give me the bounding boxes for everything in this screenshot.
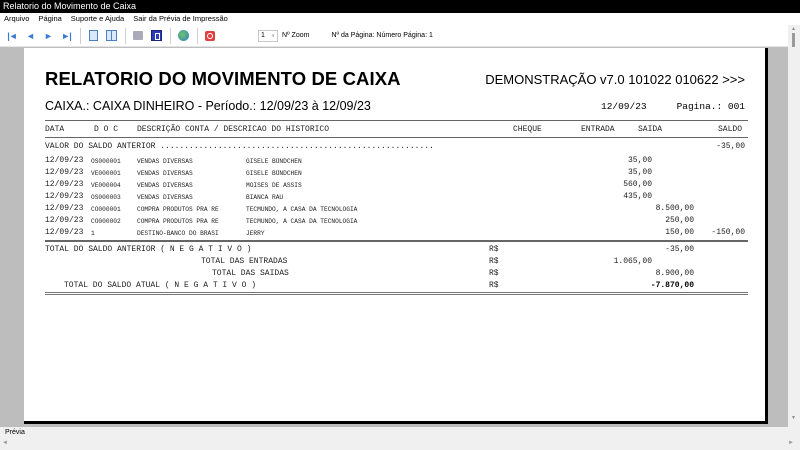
total-saldo-atual-value: -7.870,00 bbox=[650, 281, 694, 290]
demo-version: DEMONSTRAÇÃO v7.0 101022 010622 >>> bbox=[485, 72, 745, 87]
row-entrada: 35,00 bbox=[627, 168, 652, 177]
total-saldo-anterior-label: TOTAL DO SALDO ANTERIOR ( N E G A T I V O ) bbox=[45, 245, 252, 254]
row-doc: CO000001 bbox=[91, 206, 121, 213]
row-doc: CO000002 bbox=[91, 218, 121, 225]
print-button[interactable] bbox=[130, 28, 146, 44]
report-date: 12/09/23 bbox=[601, 101, 647, 112]
toolbar-separator bbox=[80, 28, 81, 44]
last-page-button[interactable] bbox=[58, 28, 74, 44]
row-conta: VENDAS DIVERSAS bbox=[137, 194, 193, 201]
row-saida: 150,00 bbox=[665, 228, 694, 237]
prev-page-icon: ◄ bbox=[26, 30, 34, 41]
toolbar-separator bbox=[170, 28, 171, 44]
printer-icon bbox=[133, 31, 143, 40]
divider bbox=[45, 120, 748, 121]
col-descricao: DESCRIÇÃO CONTA / DESCRICAO DO HISTORICO bbox=[137, 125, 330, 134]
report-page-number: Pagina.: 001 bbox=[676, 101, 745, 112]
row-conta: COMPRA PRODUTOS PRA RE bbox=[137, 218, 219, 225]
menu-sair-previa[interactable]: Sair da Prévia de Impressão bbox=[133, 14, 228, 23]
single-page-button[interactable] bbox=[85, 28, 101, 44]
row-conta: COMPRA PRODUTOS PRA RE bbox=[137, 206, 219, 213]
col-doc: D O C bbox=[94, 125, 119, 134]
double-divider bbox=[45, 292, 748, 295]
row-saldo: -150,00 bbox=[711, 228, 745, 237]
row-conta: VENDAS DIVERSAS bbox=[137, 170, 193, 177]
col-saida: SAIDA bbox=[638, 125, 663, 134]
export-button[interactable] bbox=[148, 28, 164, 44]
web-button[interactable] bbox=[175, 28, 191, 44]
total-currency: R$ bbox=[489, 281, 499, 290]
row-historico: JERRY bbox=[246, 230, 265, 237]
col-saldo: SALDO bbox=[718, 125, 743, 134]
row-historico: GISELE BÜNDCHEN bbox=[246, 170, 302, 177]
total-saidas-value: 8.900,00 bbox=[655, 269, 694, 278]
row-doc: OS000001 bbox=[91, 158, 121, 165]
toolbar-separator bbox=[197, 28, 198, 44]
menu-bar bbox=[0, 13, 800, 25]
total-currency: R$ bbox=[489, 257, 499, 266]
report-page bbox=[24, 48, 768, 424]
scroll-right-icon[interactable]: ► bbox=[788, 440, 794, 446]
saldo-anterior-value: -35,00 bbox=[716, 142, 745, 151]
row-entrada: 35,00 bbox=[627, 156, 652, 165]
row-historico: BIANCA RAU bbox=[246, 194, 284, 201]
row-date: 12/09/23 bbox=[45, 180, 84, 189]
total-entradas-label: TOTAL DAS ENTRADAS bbox=[201, 257, 288, 266]
row-doc: 1 bbox=[91, 230, 95, 237]
row-date: 12/09/23 bbox=[45, 168, 84, 177]
divider bbox=[45, 240, 748, 242]
menu-pagina[interactable]: Página bbox=[38, 14, 62, 23]
close-preview-button[interactable] bbox=[202, 28, 218, 44]
total-currency: R$ bbox=[489, 245, 499, 254]
single-page-icon bbox=[89, 30, 98, 41]
row-doc: VE000004 bbox=[91, 182, 121, 189]
row-date: 12/09/23 bbox=[45, 204, 84, 213]
next-page-button[interactable] bbox=[40, 28, 56, 44]
row-entrada: 435,00 bbox=[623, 192, 652, 201]
first-page-icon: |◄ bbox=[7, 30, 17, 41]
row-doc: OS000003 bbox=[91, 194, 121, 201]
scroll-down-icon[interactable]: ▼ bbox=[791, 415, 796, 421]
window-title-bar bbox=[0, 0, 800, 13]
caixa-period: CAIXA.: CAIXA DINHEIRO - Período.: 12/09/23 à 12/09/23 bbox=[45, 99, 371, 113]
row-conta: VENDAS DIVERSAS bbox=[137, 158, 193, 165]
status-text: Prévia bbox=[5, 429, 25, 436]
two-pages-button[interactable] bbox=[103, 28, 119, 44]
globe-icon bbox=[178, 30, 189, 41]
total-saidas-label: TOTAL DAS SAIDAS bbox=[212, 269, 289, 278]
menu-arquivo[interactable]: Arquivo bbox=[4, 14, 30, 23]
row-historico: MOISES DE ASSIS bbox=[246, 182, 302, 189]
scroll-left-icon[interactable]: ◄ bbox=[2, 440, 8, 446]
row-saida: 250,00 bbox=[665, 216, 694, 225]
preview-viewport[interactable] bbox=[0, 47, 788, 427]
total-saldo-atual-label: TOTAL DO SALDO ATUAL ( N E G A T I V O ) bbox=[64, 281, 257, 290]
scroll-thumb[interactable] bbox=[792, 33, 795, 47]
total-entradas-value: 1.065,00 bbox=[613, 257, 652, 266]
window-title: Relatorio do Movimento de Caixa bbox=[3, 1, 137, 11]
stop-icon bbox=[205, 31, 215, 41]
toolbar bbox=[0, 25, 800, 47]
first-page-button[interactable] bbox=[4, 28, 20, 44]
col-entrada: ENTRADA bbox=[581, 125, 615, 134]
row-date: 12/09/23 bbox=[45, 156, 84, 165]
row-historico: TECMUNDO, A CASA DA TECNOLOGIA bbox=[246, 218, 358, 225]
row-conta: VENDAS DIVERSAS bbox=[137, 182, 193, 189]
scroll-up-icon[interactable]: ▲ bbox=[791, 26, 796, 32]
total-saldo-anterior-value: -35,00 bbox=[665, 245, 694, 254]
zoom-label: Nº Zoom bbox=[282, 32, 310, 39]
row-doc: VE000001 bbox=[91, 170, 121, 177]
row-conta: DESTINO-BANCO DO BRASI bbox=[137, 230, 219, 237]
report-title: RELATORIO DO MOVIMENTO DE CAIXA bbox=[45, 68, 401, 89]
status-bar bbox=[0, 427, 800, 439]
divider bbox=[45, 137, 748, 138]
row-entrada: 560,00 bbox=[623, 180, 652, 189]
menu-suporte-ajuda[interactable]: Suporte e Ajuda bbox=[70, 14, 125, 23]
toolbar-separator bbox=[125, 28, 126, 44]
row-date: 12/09/23 bbox=[45, 216, 84, 225]
row-historico: TECMUNDO, A CASA DA TECNOLOGIA bbox=[246, 206, 358, 213]
zoom-select[interactable] bbox=[258, 30, 278, 42]
row-date: 12/09/23 bbox=[45, 228, 84, 237]
row-historico: GISELE BÜNDCHEN bbox=[246, 158, 302, 165]
row-date: 12/09/23 bbox=[45, 192, 84, 201]
vertical-scrollbar[interactable] bbox=[788, 25, 800, 427]
saldo-anterior-label: VALOR DO SALDO ANTERIOR ......................................................... bbox=[45, 142, 434, 151]
col-cheque: CHEQUE bbox=[513, 125, 542, 134]
total-currency: R$ bbox=[489, 269, 499, 278]
two-pages-icon bbox=[106, 30, 117, 41]
chevron-down-icon: ∨ bbox=[271, 32, 275, 39]
prev-page-button[interactable] bbox=[22, 28, 38, 44]
page-number-label: Nº da Página: Número Página: 1 bbox=[331, 32, 433, 39]
col-data: DATA bbox=[45, 125, 65, 134]
horizontal-scrollbar[interactable] bbox=[0, 439, 800, 450]
last-page-icon: ►| bbox=[61, 30, 71, 41]
zoom-value: 1 bbox=[261, 32, 265, 39]
next-page-icon: ► bbox=[44, 30, 52, 41]
row-saida: 8.500,00 bbox=[655, 204, 694, 213]
export-icon bbox=[151, 30, 162, 41]
